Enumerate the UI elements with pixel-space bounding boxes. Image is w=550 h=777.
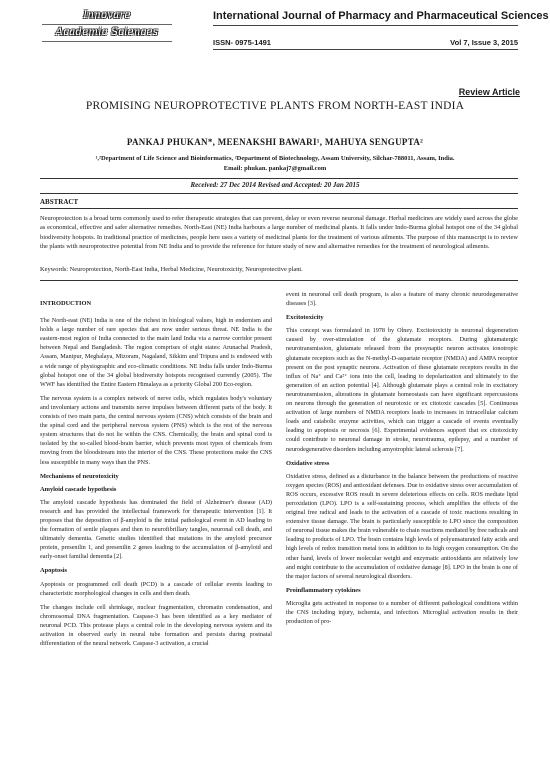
- divider-abstract: [40, 208, 518, 209]
- abstract-heading: ABSTRACT: [40, 198, 79, 206]
- paragraph: event in neuronal cell death program, is also a feature of many chronic neurodegenerative diseases [3].: [286, 291, 518, 308]
- abstract-text: Neuroprotection is a broad term commonly used to refer therapeutic strategies that can prevent, delay or even reverse neuronal damage. Herbal medicines are widely used across the globe as economical, effective and safer alternative remedies. North-East (NE) India harbours a large number of medicinal plants. It falls under Indo-Burma global hotspot one of the 34 global biodiversity hotspots. In traditional practice of medicines, people here uses a variety of medicinal plants for the treatment of various ailments. The purpose of this manuscript is to review the plants with neuroprotective potential from NE India and to provide the reference for future study of new and alternative remedies for the treatment of neurological ailments.: [40, 215, 518, 250]
- page-title: PROMISING NEUROPROTECTIVE PLANTS FROM NORTH-EAST INDIA: [85, 100, 465, 112]
- paragraph: This concept was formulated in 1978 by Olney. Excitotoxicity is neuronal degeneration caused by over-stimulation of the glutamate receptors. During glutamatergic neurotransmission, glutamate released from the presynaptic neuron activates ionotropic glutamate receptors such as the N-methyl-D-aspartate receptor (NMDA) and AMPA receptor present on the post synaptic neurons. Activation of these glutamate receptors results in the influx of Na⁺ and Ca²⁺ ions into the cell, leading to depolarization and ultimately to the generation of an action potential [4]. Although glutamate plays a central role in excitatory neurotransmission, alterations in glutamate homeostasis can have significant repercussions on neurons through the generation of neurotoxic or ex citotoxic cascades [5]. Continuous activation of large numbers of NMDA receptors leads to increases in intracellular calcium loads and catabolic enzyme activities, which can trigger a cascade of events eventually leading to apoptosis or necrosis [6]. Experimental evidences support that ex citotoxicity could contribute to neuronal damage in stroke, neurotrauma, epilepsy, and a number of neurodegenerative disorders including amyotrophic lateral sclerosis [7].: [286, 327, 518, 453]
- authors: PANKAJ PHUKAN*, MEENAKSHI BAWARI¹, MAHUYA SENGUPTA²: [126, 137, 424, 147]
- journal-title: International Journal of Pharmacy and Pharmaceutical Sciences: [213, 10, 518, 26]
- section-heading-oxidative-stress: Oxidative stress: [286, 459, 330, 467]
- logo-line-1: Innovare: [42, 8, 172, 25]
- paragraph: The amyloid cascade hypothesis has dominated the field of Alzheimer's disease (AD) research and has provided the intellectual framework for therapeutic intervention [1]. It proposes that the deposition of β-amyloid is the initial pathological event in AD leading to the formation of senile plaques and then to neurofibrillary tangles, neuronal cell death, and ultimately dementia. Genetic studies identified that mutations in the amyloid precursor protein, presenilin 1, and presenilin 2 genes leading to the accumulation of β-amyloid and early-onset familial dementia [2].: [40, 498, 272, 561]
- left-column: [40, 293, 272, 653]
- right-column: [286, 290, 518, 631]
- paragraph: The nervous system is a complex network of nerve cells, which regulates body's voluntary and involuntary actions and transmits nerve impulses between different parts of the body. It consists of two main parts, the central nervous system (CNS) which consists of the brain and the spinal cord and the peripheral nervous system (PNS) which is the rest of the nervous system structures that do not lie within the CNS. Chemically, the brain and spinal cord is isolated by the so-called blood-brain barrier, which prevents most types of chemicals from moving from the bloodstream into the interior of the CNS. These protections make the CNS less susceptible in many ways than the PNS.: [40, 394, 272, 466]
- section-heading-cytokines: Proinflammatory cytokines: [286, 586, 361, 594]
- paragraph: The changes include cell shrinkage, nuclear fragmentation, chromatin condensation, and chromosomal DNA fragmentation. Caspase-3 has been identified as a key mediator of neuronal PCD. This protease plays a central role in the developing nervous system and its activation in observed early in neural tube formation and persists during postnatal differentiation of the neural network. Caspase-3 activation, a crucial: [40, 603, 272, 648]
- issn-row: [213, 38, 518, 50]
- article-type: Review Article: [458, 87, 520, 97]
- email: Email: phukan. pankaj7@gmail.com: [223, 165, 327, 172]
- section-heading-amyloid: Amyloid cascade hypothesis: [40, 485, 117, 493]
- keywords: Keywords: Neuroprotection, North-East India, Herbal Medicine, Neurotoxicity, Neuroprotective plant.: [40, 266, 303, 273]
- divider-middle: [40, 193, 518, 194]
- logo-line-2: Academic Sciences: [42, 25, 172, 42]
- section-heading-excitotoxicity: Excitotoxicity: [286, 314, 324, 322]
- paragraph: Oxidative stress, defined as a disturbance in the balance between the productions of reactive oxygen species (ROS) and antioxidant defenses. Due to oxidative stress over accumulation of ROS occurs, excessive ROS result in severe deleterious effects on cells. ROS mediate lipid peroxidation (LPO). LPO is a self-sustaining process, which amplifies the effects of the original free radical and leads to the activation of a cascade of toxic reactions resulting in extensive tissue damage. The brain is particularly susceptible to LPO since the composition of neuronal tissue makes the brain vulnerable to chain reactions mediated by free radicals and leading to products of LPO. The brain contains high levels of polyunsaturated fatty acids and high levels of redox transition metal ions in addition to its high oxygen consumption. On the other hand, levels of lower molecular weight and enzymatic antioxidants are relatively low and might contribute to the accumulation of oxidative damage [8]. LPO in the brain is one of the major factors of several neurological disorders.: [286, 472, 518, 580]
- paragraph: Microglia gets activated in response to a number of different pathological conditions within the CNS including injury, ischemia, and infection. Microglial activation results in their production of pro-: [286, 599, 518, 626]
- divider-bottom: [40, 280, 518, 281]
- divider-top: [40, 178, 518, 179]
- affiliation: ¹,²Department of Life Science and Bioinformatics, ²Department of Biotechnology, Assam University, Silchar-788011, Assam, India.: [95, 155, 455, 162]
- issn: ISSN- 0975-1491: [213, 38, 271, 47]
- paragraph: Apoptosis or programmed cell death (PCD) is a cascade of cellular events leading to characteristic morphological changes in cells and then death.: [40, 580, 272, 597]
- received-dates: Received: 27 Dec 2014 Revised and Accepted: 20 Jan 2015: [190, 181, 360, 189]
- publisher-logo: [42, 8, 172, 46]
- section-heading-mechanisms: Mechanisms of neurotoxicity: [40, 472, 119, 480]
- journal-header: [213, 10, 549, 50]
- volume-issue: Vol 7, Issue 3, 2015: [450, 38, 518, 47]
- section-heading-introduction: INTRODUCTION: [40, 300, 92, 307]
- paragraph: The North-east (NE) India is one of the richest in biological values, high in endemism and holds a large number of rare species that are now under serious threat. NE India is the eastern-most region of India connected to the main land India via a narrow corridor present between Nepal and Bangladesh. The region comprises of eight states: Arunachal Pradesh, Assam, Manipur, Meghalaya, Mizoram, Nagaland, Sikkim and Tripura and is endowed with a wide range of physiographic and eco-climatic conditions. NE India falls under Indo-Burma global hotspot one of the 34 global biodiversity hotspots recognised currently (2005). The WWF has identified the Entire Eastern Himalaya as a priority Global 200 Eco-region.: [40, 317, 272, 388]
- section-heading-apoptosis: Apoptosis: [40, 567, 67, 575]
